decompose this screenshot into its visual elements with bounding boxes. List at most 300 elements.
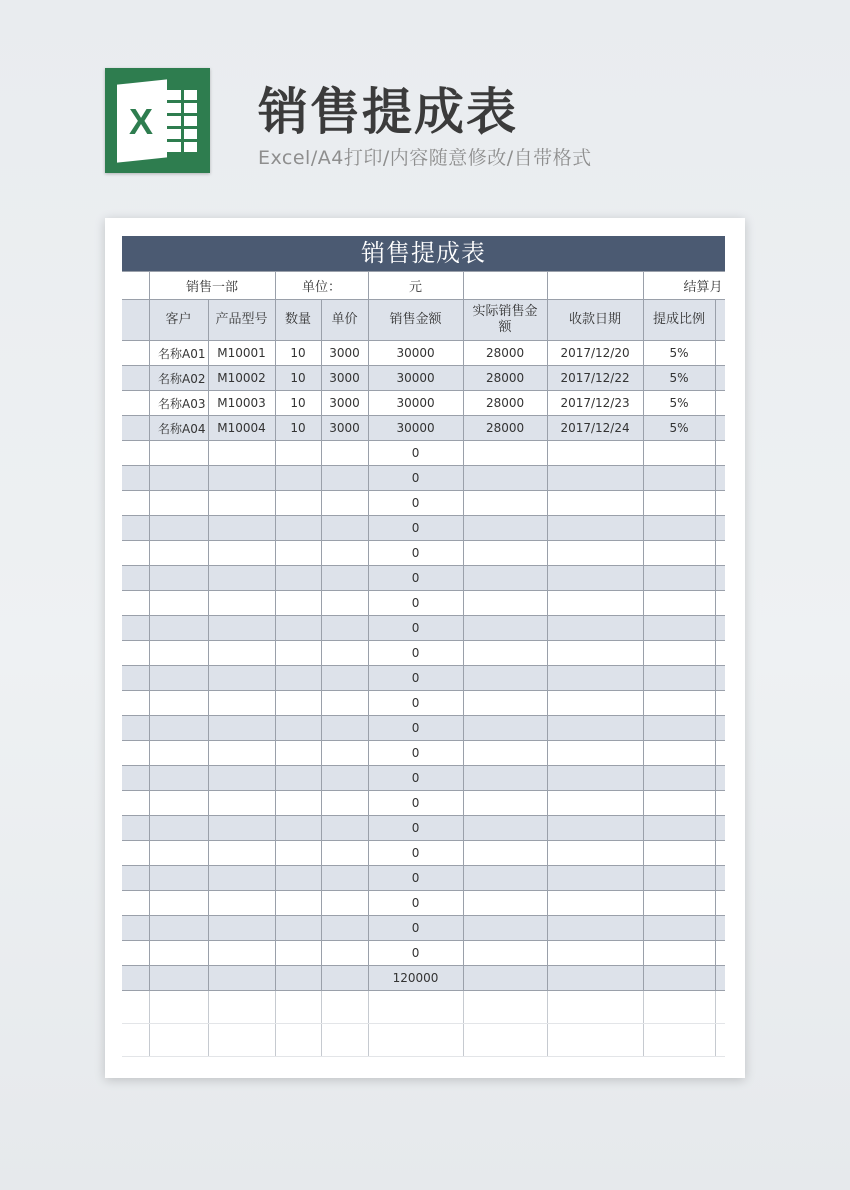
table-cell[interactable] xyxy=(208,491,275,516)
table-cell[interactable] xyxy=(715,716,725,741)
table-cell[interactable] xyxy=(208,916,275,941)
table-cell[interactable] xyxy=(149,966,208,991)
column-header[interactable]: 提成比例 xyxy=(643,300,715,341)
table-cell[interactable] xyxy=(149,991,208,1024)
table-cell[interactable] xyxy=(149,916,208,941)
table-cell[interactable] xyxy=(643,466,715,491)
table-cell[interactable] xyxy=(149,941,208,966)
table-cell[interactable] xyxy=(715,441,725,466)
table-cell[interactable]: 5% xyxy=(643,366,715,391)
table-cell[interactable] xyxy=(208,941,275,966)
table-cell[interactable] xyxy=(463,591,547,616)
table-cell[interactable] xyxy=(547,916,643,941)
table-cell[interactable] xyxy=(208,566,275,591)
table-cell[interactable] xyxy=(463,741,547,766)
table-cell[interactable] xyxy=(122,941,149,966)
table-cell[interactable] xyxy=(463,641,547,666)
table-cell[interactable] xyxy=(122,616,149,641)
table-cell[interactable] xyxy=(715,1024,725,1057)
column-header[interactable]: 客户 xyxy=(149,300,208,341)
table-cell[interactable] xyxy=(321,691,368,716)
blank-row xyxy=(122,1024,725,1057)
table-cell[interactable] xyxy=(547,616,643,641)
table-cell[interactable] xyxy=(149,466,208,491)
table-cell[interactable] xyxy=(275,616,321,641)
table-cell[interactable]: 2017/12/24 xyxy=(547,416,643,441)
table-cell[interactable]: 28000 xyxy=(463,366,547,391)
table-cell[interactable] xyxy=(122,766,149,791)
table-cell[interactable] xyxy=(275,591,321,616)
table-cell[interactable] xyxy=(715,816,725,841)
table-cell[interactable] xyxy=(715,966,725,991)
table-cell[interactable] xyxy=(643,991,715,1024)
table-cell[interactable] xyxy=(208,516,275,541)
table-cell[interactable] xyxy=(547,891,643,916)
table-cell[interactable] xyxy=(463,791,547,816)
table-cell[interactable] xyxy=(275,941,321,966)
table-cell[interactable] xyxy=(547,666,643,691)
table-cell[interactable]: 5% xyxy=(643,341,715,366)
table-cell[interactable] xyxy=(149,591,208,616)
table-cell[interactable]: M10001 xyxy=(208,341,275,366)
table-cell[interactable] xyxy=(547,741,643,766)
table-cell[interactable] xyxy=(122,391,149,416)
table-cell[interactable] xyxy=(208,841,275,866)
table-cell[interactable] xyxy=(715,991,725,1024)
table-cell[interactable]: 3000 xyxy=(321,391,368,416)
table-cell[interactable] xyxy=(463,891,547,916)
table-cell[interactable] xyxy=(547,441,643,466)
table-cell[interactable] xyxy=(463,841,547,866)
column-header[interactable]: 销售金额 xyxy=(368,300,463,341)
table-cell[interactable] xyxy=(321,941,368,966)
table-cell[interactable]: 10 xyxy=(275,416,321,441)
table-cell[interactable] xyxy=(547,541,643,566)
table-cell[interactable]: 0 xyxy=(368,691,463,716)
table-cell[interactable] xyxy=(122,566,149,591)
unit-label-cell[interactable]: 单位： xyxy=(275,272,368,300)
table-cell[interactable] xyxy=(122,841,149,866)
table-cell[interactable] xyxy=(208,891,275,916)
table-cell[interactable]: 0 xyxy=(368,666,463,691)
table-cell[interactable] xyxy=(643,966,715,991)
table-cell[interactable] xyxy=(208,441,275,466)
table-cell[interactable]: 28000 xyxy=(463,416,547,441)
table-cell[interactable]: 10 xyxy=(275,366,321,391)
table-cell[interactable] xyxy=(715,691,725,716)
table-cell[interactable] xyxy=(321,716,368,741)
table-cell[interactable] xyxy=(208,666,275,691)
table-cell[interactable] xyxy=(208,741,275,766)
table-cell[interactable] xyxy=(149,616,208,641)
table-cell[interactable] xyxy=(275,966,321,991)
table-cell[interactable]: 0 xyxy=(368,866,463,891)
table-cell[interactable] xyxy=(715,616,725,641)
table-cell[interactable] xyxy=(275,716,321,741)
table-cell[interactable]: 0 xyxy=(368,741,463,766)
table-cell[interactable] xyxy=(122,866,149,891)
table-cell[interactable] xyxy=(463,716,547,741)
table-cell[interactable]: 名称A03 xyxy=(149,391,208,416)
table-cell[interactable]: 3000 xyxy=(321,416,368,441)
table-cell[interactable] xyxy=(715,741,725,766)
table-cell[interactable] xyxy=(321,791,368,816)
page-title: 销售提成表 xyxy=(258,83,518,141)
table-cell[interactable] xyxy=(122,441,149,466)
table-cell[interactable]: 2017/12/20 xyxy=(547,341,643,366)
table-cell[interactable] xyxy=(321,441,368,466)
table-cell[interactable] xyxy=(463,1024,547,1057)
table-cell[interactable] xyxy=(208,1024,275,1057)
settlement-month-cell[interactable]: 结算月 xyxy=(643,272,725,300)
table-cell[interactable] xyxy=(643,441,715,466)
table-cell[interactable] xyxy=(368,1024,463,1057)
table-cell[interactable] xyxy=(715,891,725,916)
table-cell[interactable] xyxy=(463,691,547,716)
table-cell[interactable] xyxy=(321,741,368,766)
table-cell[interactable] xyxy=(715,366,725,391)
table-cell[interactable] xyxy=(463,966,547,991)
table-cell[interactable]: 0 xyxy=(368,466,463,491)
table-cell[interactable] xyxy=(122,466,149,491)
table-cell[interactable] xyxy=(149,816,208,841)
table-cell[interactable]: M10003 xyxy=(208,391,275,416)
table-cell[interactable] xyxy=(321,616,368,641)
table-cell[interactable] xyxy=(321,916,368,941)
table-cell[interactable]: 2017/12/22 xyxy=(547,366,643,391)
table-cell[interactable] xyxy=(275,566,321,591)
table-cell[interactable] xyxy=(321,891,368,916)
table-cell[interactable] xyxy=(463,566,547,591)
table-cell[interactable] xyxy=(122,366,149,391)
table-cell[interactable]: 0 xyxy=(368,616,463,641)
table-cell[interactable] xyxy=(122,991,149,1024)
table-cell[interactable] xyxy=(275,491,321,516)
table-cell[interactable] xyxy=(463,816,547,841)
table-cell[interactable] xyxy=(275,741,321,766)
table-cell[interactable] xyxy=(208,691,275,716)
table-cell[interactable] xyxy=(547,641,643,666)
table-cell[interactable] xyxy=(643,641,715,666)
column-header[interactable]: 实际销售金额 xyxy=(463,300,547,341)
table-cell[interactable]: 0 xyxy=(368,516,463,541)
unit-value-cell[interactable]: 元 xyxy=(368,272,463,300)
table-cell[interactable] xyxy=(122,541,149,566)
table-cell[interactable] xyxy=(463,866,547,891)
table-cell[interactable] xyxy=(122,272,149,300)
table-cell[interactable] xyxy=(149,491,208,516)
table-cell[interactable] xyxy=(643,791,715,816)
table-cell[interactable]: 0 xyxy=(368,541,463,566)
table-cell[interactable]: 0 xyxy=(368,791,463,816)
table-cell[interactable] xyxy=(321,991,368,1024)
table-cell[interactable] xyxy=(321,566,368,591)
table-cell[interactable] xyxy=(463,516,547,541)
table-cell[interactable] xyxy=(275,1024,321,1057)
table-cell[interactable] xyxy=(275,766,321,791)
table-cell[interactable] xyxy=(122,916,149,941)
table-cell[interactable] xyxy=(547,1024,643,1057)
table-cell[interactable] xyxy=(122,666,149,691)
table-cell[interactable] xyxy=(463,916,547,941)
table-cell[interactable]: 30000 xyxy=(368,366,463,391)
table-cell[interactable] xyxy=(715,866,725,891)
table-cell[interactable] xyxy=(547,716,643,741)
table-cell[interactable] xyxy=(643,916,715,941)
table-cell[interactable] xyxy=(275,666,321,691)
table-cell[interactable]: 名称A04 xyxy=(149,416,208,441)
table-cell[interactable] xyxy=(275,641,321,666)
table-cell[interactable] xyxy=(715,516,725,541)
table-cell[interactable] xyxy=(547,766,643,791)
table-cell[interactable]: 0 xyxy=(368,891,463,916)
table-cell[interactable] xyxy=(149,866,208,891)
table-cell[interactable] xyxy=(275,441,321,466)
table-cell[interactable]: 0 xyxy=(368,916,463,941)
table-cell[interactable] xyxy=(122,791,149,816)
table-cell[interactable] xyxy=(275,991,321,1024)
table-cell[interactable] xyxy=(208,466,275,491)
table-cell[interactable] xyxy=(321,541,368,566)
table-cell[interactable] xyxy=(149,441,208,466)
table-cell[interactable] xyxy=(547,866,643,891)
table-cell[interactable] xyxy=(122,891,149,916)
table-cell[interactable]: 5% xyxy=(643,391,715,416)
table-cell[interactable] xyxy=(463,666,547,691)
table-cell[interactable]: 0 xyxy=(368,841,463,866)
table-cell[interactable] xyxy=(149,891,208,916)
table-cell[interactable] xyxy=(122,416,149,441)
table-cell[interactable] xyxy=(149,791,208,816)
table-cell[interactable] xyxy=(463,541,547,566)
table-cell[interactable] xyxy=(208,616,275,641)
table-cell[interactable] xyxy=(321,816,368,841)
table-cell[interactable]: 30000 xyxy=(368,391,463,416)
table-cell[interactable]: 10 xyxy=(275,391,321,416)
table-cell[interactable]: 3000 xyxy=(321,341,368,366)
table-cell[interactable] xyxy=(208,641,275,666)
table-cell[interactable] xyxy=(547,691,643,716)
table-cell[interactable] xyxy=(547,591,643,616)
table-cell[interactable] xyxy=(715,391,725,416)
table-cell[interactable] xyxy=(643,516,715,541)
table-cell[interactable] xyxy=(275,891,321,916)
table-cell[interactable] xyxy=(547,791,643,816)
table-cell[interactable] xyxy=(122,816,149,841)
table-cell[interactable]: 30000 xyxy=(368,416,463,441)
table-cell[interactable] xyxy=(275,816,321,841)
table-cell[interactable] xyxy=(643,866,715,891)
table-cell[interactable]: 2017/12/23 xyxy=(547,391,643,416)
table-cell[interactable] xyxy=(321,466,368,491)
table-cell[interactable] xyxy=(643,616,715,641)
column-header[interactable]: 数量 xyxy=(275,300,321,341)
table-cell[interactable] xyxy=(208,591,275,616)
table-cell[interactable] xyxy=(368,991,463,1024)
table-cell[interactable] xyxy=(715,791,725,816)
table-cell[interactable] xyxy=(547,816,643,841)
table-cell[interactable] xyxy=(643,716,715,741)
table-cell[interactable]: 28000 xyxy=(463,391,547,416)
table-cell[interactable] xyxy=(463,766,547,791)
table-cell[interactable] xyxy=(149,516,208,541)
table-cell[interactable] xyxy=(321,666,368,691)
table-cell[interactable] xyxy=(122,491,149,516)
table-cell[interactable] xyxy=(715,591,725,616)
table-cell[interactable] xyxy=(275,516,321,541)
table-cell[interactable] xyxy=(547,941,643,966)
table-cell[interactable] xyxy=(547,516,643,541)
table-cell[interactable] xyxy=(715,641,725,666)
table-cell[interactable] xyxy=(463,272,547,300)
table-cell[interactable]: 0 xyxy=(368,716,463,741)
table-cell[interactable] xyxy=(715,541,725,566)
table-cell[interactable]: M10004 xyxy=(208,416,275,441)
table-cell[interactable] xyxy=(643,841,715,866)
table-cell[interactable] xyxy=(643,766,715,791)
table-cell[interactable] xyxy=(463,941,547,966)
table-cell[interactable] xyxy=(547,966,643,991)
total-sales-cell[interactable]: 120000 xyxy=(368,966,463,991)
table-cell[interactable]: 0 xyxy=(368,941,463,966)
table-cell[interactable]: 0 xyxy=(368,566,463,591)
table-cell[interactable]: 30000 xyxy=(368,341,463,366)
table-cell[interactable]: 名称A01 xyxy=(149,341,208,366)
table-cell[interactable] xyxy=(547,991,643,1024)
table-cell[interactable] xyxy=(321,766,368,791)
table-cell[interactable] xyxy=(321,1024,368,1057)
table-cell[interactable]: 0 xyxy=(368,766,463,791)
table-cell[interactable] xyxy=(715,566,725,591)
table-cell[interactable] xyxy=(275,541,321,566)
table-cell[interactable] xyxy=(715,341,725,366)
table-cell[interactable] xyxy=(275,916,321,941)
table-cell[interactable]: 0 xyxy=(368,641,463,666)
table-cell[interactable] xyxy=(463,491,547,516)
table-cell[interactable] xyxy=(149,741,208,766)
table-cell[interactable] xyxy=(321,641,368,666)
table-cell[interactable] xyxy=(715,491,725,516)
table-cell[interactable] xyxy=(715,416,725,441)
table-cell[interactable] xyxy=(122,966,149,991)
table-cell[interactable] xyxy=(122,641,149,666)
table-cell[interactable]: M10002 xyxy=(208,366,275,391)
table-cell[interactable] xyxy=(122,1024,149,1057)
table-cell[interactable] xyxy=(122,516,149,541)
table-cell[interactable] xyxy=(643,591,715,616)
table-cell[interactable] xyxy=(321,966,368,991)
table-cell[interactable] xyxy=(643,541,715,566)
table-cell[interactable] xyxy=(275,841,321,866)
table-cell[interactable] xyxy=(208,866,275,891)
table-cell[interactable] xyxy=(643,666,715,691)
table-cell[interactable] xyxy=(321,491,368,516)
table-cell[interactable]: 名称A02 xyxy=(149,366,208,391)
department-cell[interactable]: 销售一部 xyxy=(149,272,275,300)
table-cell[interactable] xyxy=(149,691,208,716)
table-cell[interactable] xyxy=(122,741,149,766)
table-cell[interactable]: 5% xyxy=(643,416,715,441)
table-cell[interactable] xyxy=(122,716,149,741)
table-cell[interactable] xyxy=(275,466,321,491)
table-cell[interactable] xyxy=(208,541,275,566)
table-cell[interactable] xyxy=(715,666,725,691)
table-cell[interactable]: 3000 xyxy=(321,366,368,391)
table-cell[interactable] xyxy=(715,841,725,866)
table-cell[interactable] xyxy=(321,516,368,541)
table-cell[interactable] xyxy=(547,841,643,866)
table-cell[interactable] xyxy=(208,966,275,991)
table-cell[interactable] xyxy=(643,941,715,966)
table-cell[interactable] xyxy=(149,841,208,866)
table-cell[interactable] xyxy=(208,991,275,1024)
table-cell[interactable] xyxy=(122,591,149,616)
table-cell[interactable] xyxy=(275,791,321,816)
table-cell[interactable] xyxy=(643,566,715,591)
table-cell[interactable] xyxy=(715,766,725,791)
table-cell[interactable] xyxy=(643,816,715,841)
table-cell[interactable] xyxy=(122,691,149,716)
page-subtitle: Excel/A4打印/内容随意修改/自带格式 xyxy=(258,147,592,169)
table-cell[interactable] xyxy=(149,641,208,666)
column-header[interactable]: 单价 xyxy=(321,300,368,341)
table-cell[interactable] xyxy=(122,341,149,366)
table-cell[interactable] xyxy=(547,491,643,516)
table-cell[interactable] xyxy=(149,666,208,691)
table-cell[interactable] xyxy=(715,466,725,491)
table-cell[interactable] xyxy=(149,1024,208,1057)
table-cell[interactable] xyxy=(547,466,643,491)
column-header[interactable]: 收款日期 xyxy=(547,300,643,341)
table-cell[interactable] xyxy=(275,691,321,716)
table-cell[interactable]: 10 xyxy=(275,341,321,366)
table-cell[interactable]: 0 xyxy=(368,441,463,466)
table-cell[interactable]: 28000 xyxy=(463,341,547,366)
table-cell[interactable]: 0 xyxy=(368,491,463,516)
table-cell[interactable] xyxy=(643,891,715,916)
table-cell[interactable] xyxy=(208,766,275,791)
table-cell[interactable] xyxy=(149,541,208,566)
table-cell[interactable]: 0 xyxy=(368,591,463,616)
table-cell[interactable] xyxy=(463,991,547,1024)
table-cell[interactable] xyxy=(643,691,715,716)
table-cell[interactable] xyxy=(122,300,149,341)
table-cell[interactable] xyxy=(149,566,208,591)
table-cell[interactable] xyxy=(547,272,643,300)
table-cell[interactable] xyxy=(321,591,368,616)
table-cell[interactable] xyxy=(547,566,643,591)
table-cell[interactable] xyxy=(275,866,321,891)
table-cell[interactable] xyxy=(715,300,725,341)
table-cell[interactable] xyxy=(149,766,208,791)
table-cell[interactable] xyxy=(321,841,368,866)
table-cell[interactable] xyxy=(149,716,208,741)
table-cell[interactable] xyxy=(463,466,547,491)
table-cell[interactable] xyxy=(643,491,715,516)
table-cell[interactable] xyxy=(715,916,725,941)
table-cell[interactable] xyxy=(643,1024,715,1057)
table-cell[interactable] xyxy=(463,616,547,641)
table-cell[interactable]: 0 xyxy=(368,816,463,841)
table-cell[interactable] xyxy=(321,866,368,891)
table-cell[interactable] xyxy=(463,441,547,466)
table-cell[interactable] xyxy=(643,741,715,766)
table-cell[interactable] xyxy=(208,716,275,741)
table-cell[interactable] xyxy=(208,791,275,816)
table-cell[interactable] xyxy=(208,816,275,841)
column-header[interactable]: 产品型号 xyxy=(208,300,275,341)
table-cell[interactable] xyxy=(715,941,725,966)
